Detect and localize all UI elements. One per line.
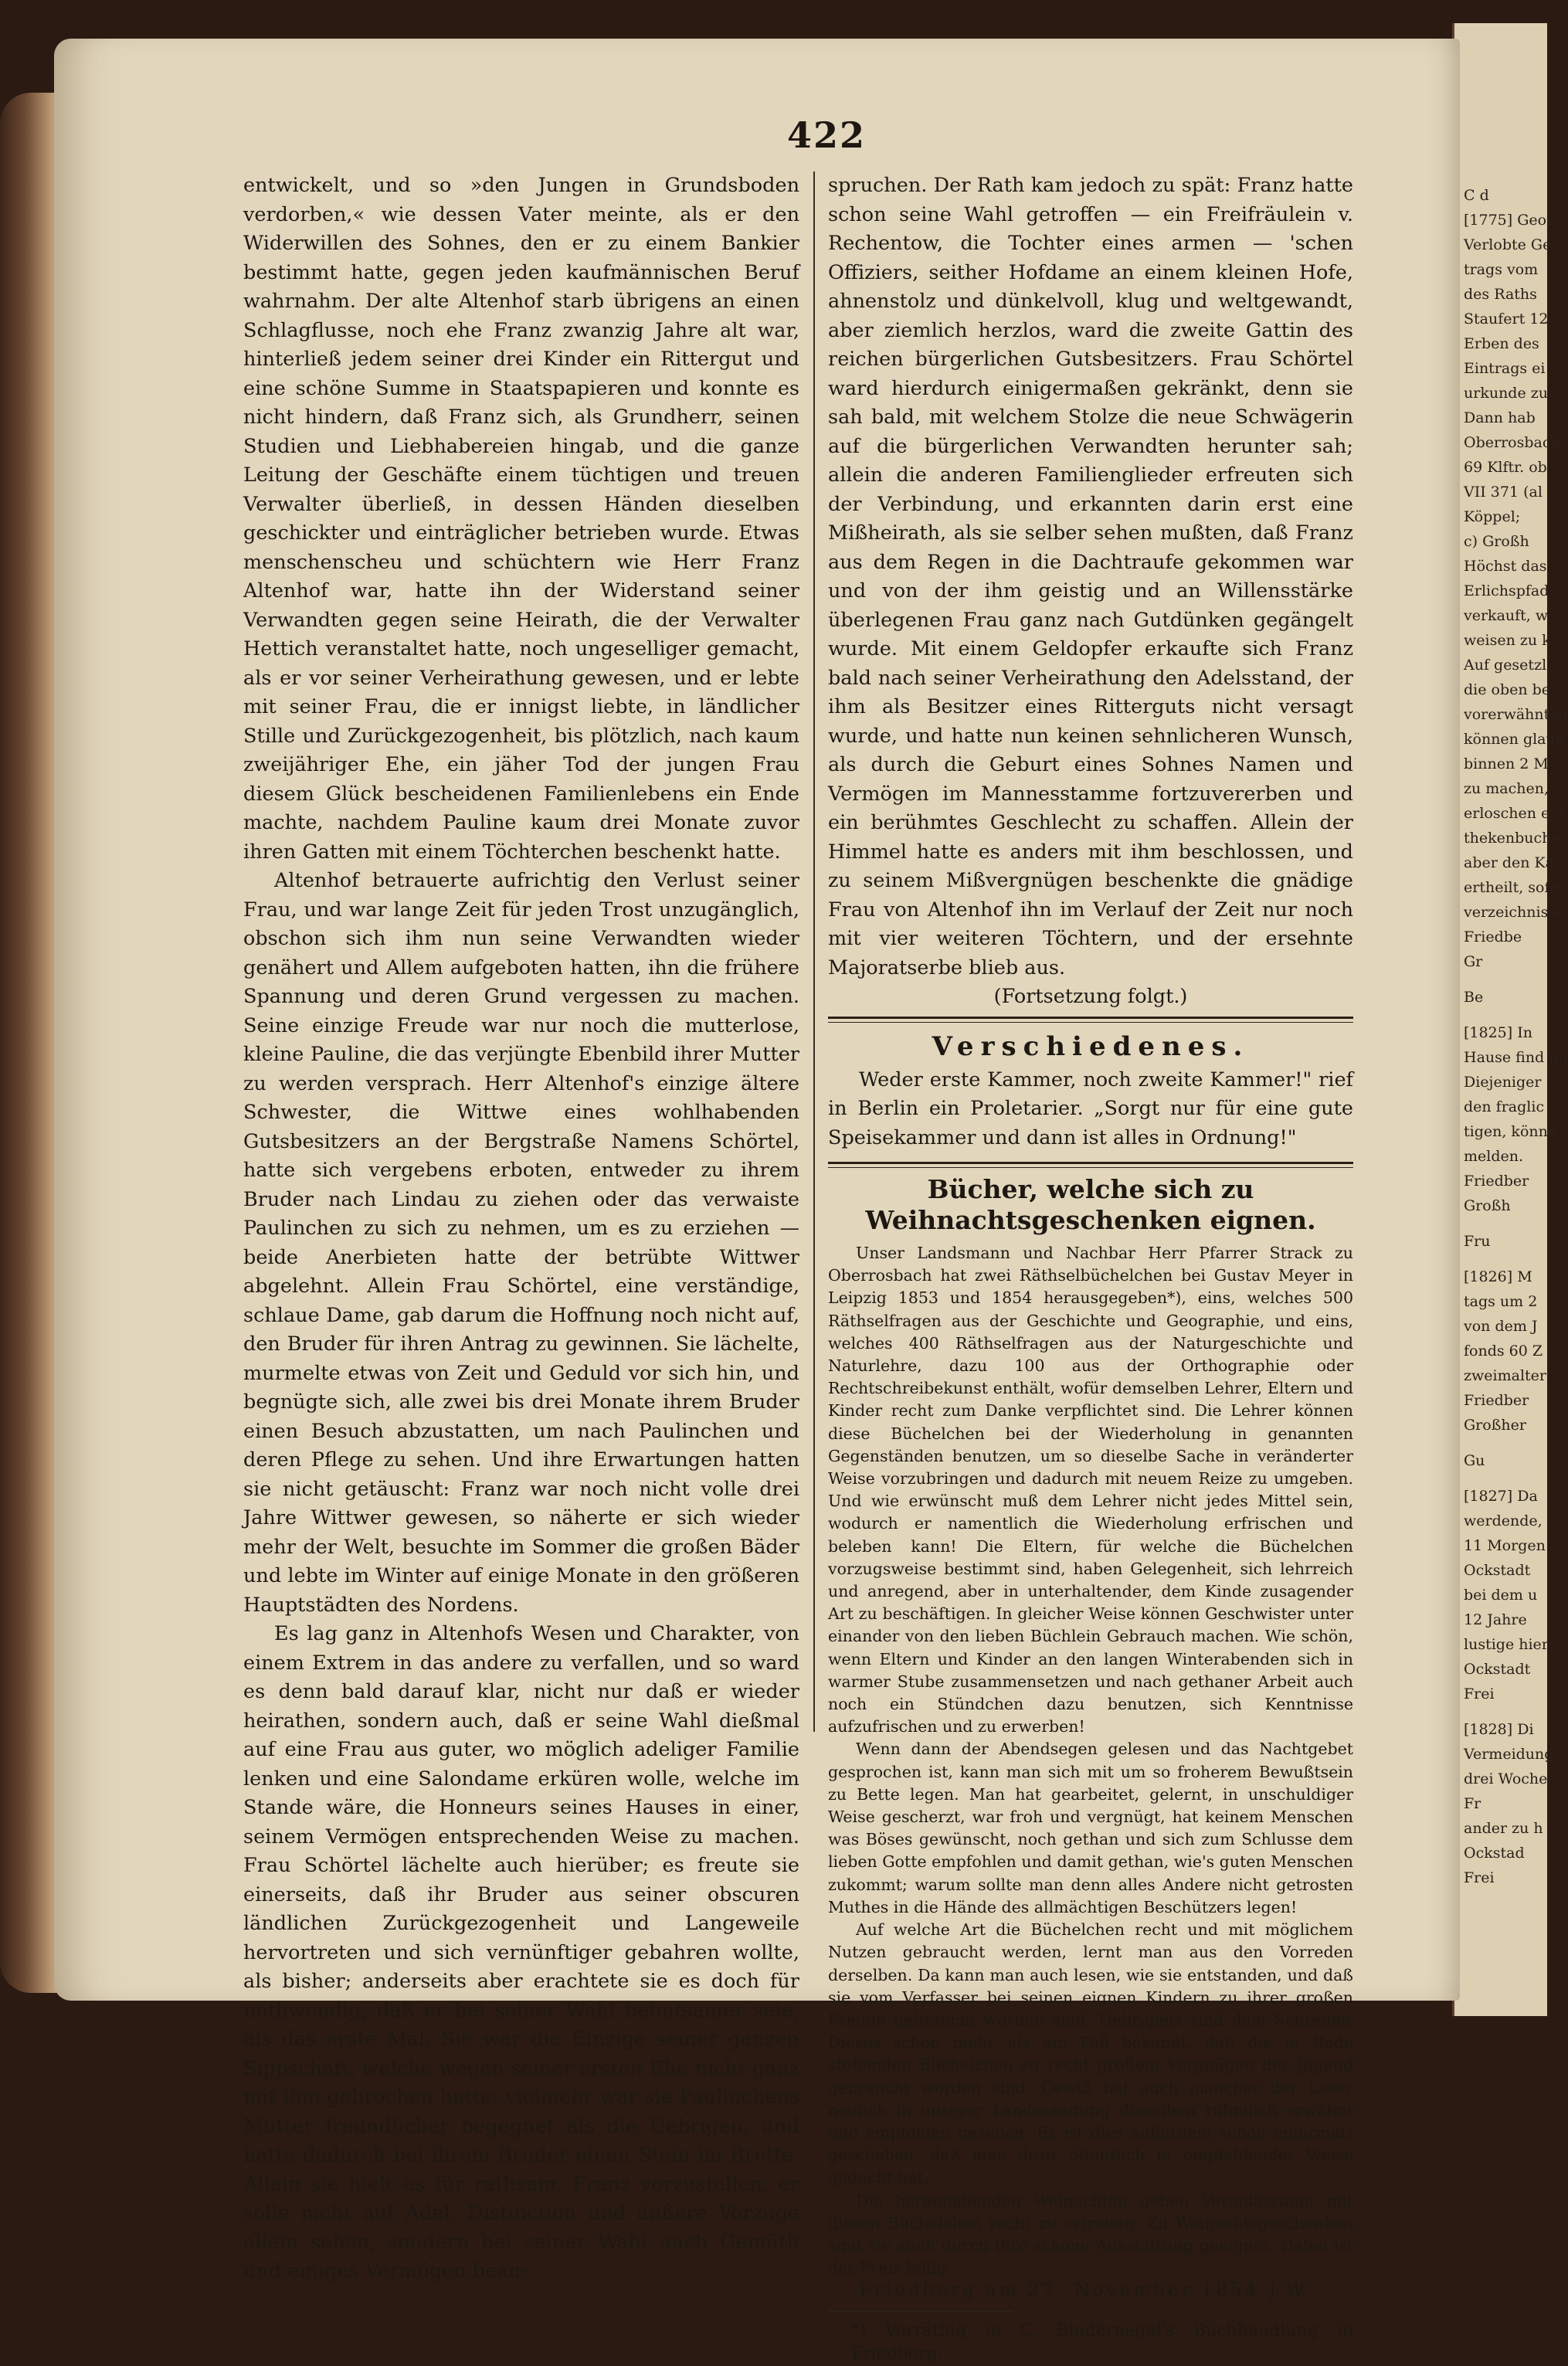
facing-page-text-fragment: zu machen, bbox=[1464, 780, 1549, 797]
facing-page-text-fragment: aber den Ka bbox=[1464, 854, 1555, 871]
paragraph: Altenhof betrauerte aufrichtig den Verlust seiner Frau, und war lange Zeit für jeden Trost unzugänglich, obschon sich ihm nun seine Verwandten wieder genähert und Allem aufgeboten hatten, ihn die frühere Spannung und deren Grund vergessen zu machen. Seine einzige Freude war nur noch die mutterlose, kleine Pauline, die das verjüngte Ebenbild ihrer Mutter zu werden versprach. Herr Altenhof's einzige ältere Schwester, die Wittwe eines wohlhabenden Gutsbesitzers an der Bergstraße Namens Schörtel, hatte sich vergebens erboten, entweder zu ihrem Bruder nach Lindau zu ziehen oder das verwaiste Paulinchen zu sich zu nehmen, um es zu erziehen — beide Anerbieten hatte der betrübte Wittwer abgelehnt. Allein Frau Schörtel, eine verständige, schlaue Dame, gab darum die Hoffnung noch nicht auf, den Bruder für ihren Antrag zu gewinnen. Sie lächelte, murmelte etwas von Zeit und Geduld vor sich hin, und begnügte sich, alle zwei bis drei Monate ihrem Bruder einen Besuch abzustatten, um nach Paulinchen und deren Pflege zu sehen. Und ihre Erwartungen hatten sie nicht getäuscht: Franz war noch nicht volle drei Jahre Wittwer gewesen, so näherte er sich wieder mehr der Welt, besuchte im Sommer die großen Bäder und lebte im Winter auf einige Monate in den größeren Hauptstädten des Nordens. bbox=[243, 869, 799, 1617]
facing-page-text-fragment: 69 Klftr. ob bbox=[1464, 459, 1547, 476]
facing-page-text-fragment: Be bbox=[1464, 989, 1484, 1006]
facing-page-text-fragment: [1825] In bbox=[1464, 1024, 1532, 1041]
facing-page-text-fragment: Gr bbox=[1464, 953, 1483, 970]
facing-page-text-fragment: [1828] Di bbox=[1464, 1721, 1534, 1738]
facing-page-text-fragment: [1826] M bbox=[1464, 1268, 1532, 1285]
facing-page-text-fragment: tigen, könne bbox=[1464, 1123, 1557, 1140]
paragraph: Wenn dann der Abendsegen gelesen und das Nachtgebet gesprochen ist, kann man sich mit um so froherem Bewußtsein zu Bette legen. Man hat gearbeitet, gelernt, in unschuldiger Weise gescherzt, war froh und vergnügt, hat keinem Menschen was Böses gewünscht, noch gethan und sich zum Schlusse dem lieben Gotte empfohlen und damit gethan, wie's guten Menschen zukommt; warum sollte man denn alles Andere nicht getrosten Muthes in die Hände des allmächtigen Beschützers legen! bbox=[828, 1740, 1353, 1916]
facing-page-text-fragment: zweimalter bbox=[1464, 1367, 1546, 1384]
facing-page-text-fragment: Gu bbox=[1464, 1452, 1485, 1469]
books-heading: Bücher, welche sich zu Weihnachtsgeschenken eignen. bbox=[865, 1174, 1316, 1235]
facing-page-text-fragment: Erlichspfad bbox=[1464, 582, 1549, 599]
facing-page-text-fragment: ander zu h bbox=[1464, 1820, 1543, 1837]
facing-page-text-fragment: vorerwähnten bbox=[1464, 706, 1568, 723]
facing-page-text-fragment: 11 Morgen bbox=[1464, 1537, 1546, 1554]
place-date: Friedberg am 27. November 1854. bbox=[859, 2280, 1268, 2301]
right-column bbox=[828, 171, 1353, 2366]
facing-page-text-fragment: Ockstad bbox=[1464, 1845, 1525, 1862]
facing-page-text-fragment: Eintrags ei bbox=[1464, 360, 1546, 377]
facing-page-text-fragment: lustige hier bbox=[1464, 1636, 1549, 1653]
facing-page-text-fragment: Friedber bbox=[1464, 1392, 1529, 1409]
facing-page-text-fragment: Vermeidung bbox=[1464, 1746, 1554, 1763]
facing-page-text-fragment: fonds 60 Z bbox=[1464, 1343, 1543, 1360]
facing-page-text-fragment: Diejeniger bbox=[1464, 1074, 1542, 1091]
facing-page-text-fragment: [1775] Geor bbox=[1464, 212, 1554, 229]
facing-page-text-fragment: Großher bbox=[1464, 1417, 1526, 1434]
facing-page-text-fragment: Friedber bbox=[1464, 1173, 1529, 1190]
facing-page-text-fragment: können glaub bbox=[1464, 731, 1565, 748]
facing-page-text-fragment: Erben des bbox=[1464, 335, 1539, 352]
facing-page-text-fragment: drei Woche bbox=[1464, 1770, 1548, 1787]
facing-page-text-fragment: erloschen era bbox=[1464, 805, 1566, 822]
facing-page-text-fragment: VII 371 (al bbox=[1464, 484, 1543, 501]
facing-page-text-fragment: Fru bbox=[1464, 1233, 1491, 1250]
books-article bbox=[828, 1242, 1353, 2303]
continued-note: (Fortsetzung folgt.) bbox=[993, 985, 1188, 1008]
footnote-rule bbox=[828, 2310, 1013, 2312]
facing-page-text-fragment: bei dem u bbox=[1464, 1587, 1538, 1604]
page-number: 422 bbox=[786, 114, 867, 156]
facing-page-text-fragment: verzeichnisse bbox=[1464, 904, 1565, 921]
facing-page-text-fragment: ertheilt, sofe bbox=[1464, 879, 1559, 896]
column-rule bbox=[813, 171, 815, 1732]
facing-page-text-fragment: Staufert 12 bbox=[1464, 311, 1549, 328]
facing-page-text-fragment: Fr bbox=[1464, 1795, 1481, 1812]
facing-page-text-fragment: Frei bbox=[1464, 1685, 1495, 1702]
facing-page-text-fragment: melden. bbox=[1464, 1148, 1524, 1165]
facing-page-text-fragment: Großh bbox=[1464, 1197, 1511, 1214]
misc-heading: Verschiedenes. bbox=[932, 1030, 1250, 1062]
facing-page-text-fragment: [1827] Da bbox=[1464, 1488, 1538, 1505]
facing-page-text-fragment: C d bbox=[1464, 187, 1489, 204]
paragraph: Unser Landsmann und Nachbar Herr Pfarrer Strack zu Oberrosbach hat zwei Räthselbüchelchen bei Gustav Meyer in Leipzig 1853 und 1854 herausgegeben*), eins, welches 500 Räthselfragen aus der Geschichte und Geographie, und eins, welches 400 Räthselfragen aus der Naturgeschichte und Naturlehre, dazu 100 aus der Orthographie oder Rechtschreibekunst enthält, wofür demselben Lehrer, Eltern und Kinder recht zum Danke verpflichtet sind. Die Lehrer können diese Büchelchen bei der Wiederholung in genannten Gegenständen benutzen, um so dieselbe Sache in veränderter Weise vorzubringen und dadurch mit neuem Reize zu umgeben. Und wie erwünscht muß dem Lehrer nicht jedes Mittel sein, wodurch er namentlich die Wiederholung erfrischen und beleben kann! Die Eltern, für welche die Büchelchen vorzugsweise bestimmt sind, haben Gelegenheit, sich lehrreich und anregend, aber in unterhaltender, dem Kinde zusagender Art zu beschäftigen. In gleicher Weise können Geschwister unter einander von den lieben Büchlein Gebrauch machen. Wie schön, wenn Eltern und Kinder an den langen Winterabenden sich in warmer Stube zusammensetzen und nach gethaner Arbeit auch noch ein Stündchen dazu benutzen, sich Kenntnisse aufzufrischen und zu erwerben! bbox=[828, 1244, 1353, 1736]
facing-page-text-fragment: weisen zu k bbox=[1464, 632, 1551, 649]
facing-page-text-fragment: Dann hab bbox=[1464, 409, 1536, 426]
section-rule bbox=[828, 1162, 1353, 1168]
facing-page-text-fragment: binnen 2 M bbox=[1464, 755, 1549, 772]
author-initials: J. W. bbox=[1269, 2280, 1307, 2301]
left-column bbox=[243, 171, 799, 2286]
facing-page-text-fragment: Ockstadt bbox=[1464, 1661, 1531, 1678]
facing-page-text-fragment: tags um 2 bbox=[1464, 1293, 1538, 1310]
facing-page-text-fragment: Oberrosbach bbox=[1464, 434, 1560, 451]
facing-page-text-fragment: Köppel; bbox=[1464, 508, 1521, 525]
paragraph: entwickelt, und so »den Jungen in Grundsboden verdorben,« wie dessen Vater meinte, als er den Widerwillen des Sohnes, den er zu einem Bankier bestimmt hatte, gegen jeden kaufmännischen Beruf wahrnahm. Der alte Altenhof starb übrigens an einen Schlagflusse, noch ehe Franz zwanzig Jahre alt war, hinterließ jedem seiner drei Kinder ein Rittergut und eine schöne Summe in Staatspapieren und konnte es nicht hindern, daß Franz sich, als Grundherr, seinen Studien und Liebhabereien hingab, und die ganze Leitung der Geschäfte einem tüchtigen und treuen Verwalter überließ, in dessen Händen dieselben geschickter und einträglicher betrieben wurde. Etwas menschenscheu und schüchtern wie Herr Franz Altenhof war, hatte ihn der Widerstand seiner Verwandten gegen seine Heirath, die der Verwalter Hettich veranstaltet hatte, noch ungeselliger gemacht, als er vor seiner Verheirathung gewesen, und er lebte mit seiner Frau, die er innigst liebte, in ländlicher Stille und Zurückgezogenheit, bis plötzlich, nach kaum zweijähriger Ehe, ein jäher Tod der jungen Frau diesem Glück bescheidenen Familienlebens ein Ende machte, nachdem Pauline kaum drei Monate zuvor ihren Gatten mit einem Töchterchen beschenkt hatte. bbox=[243, 174, 799, 864]
facing-page-text-fragment: den fraglic bbox=[1464, 1098, 1545, 1115]
facing-page-text-fragment: Frei bbox=[1464, 1869, 1495, 1886]
facing-page-text-fragment: des Raths bbox=[1464, 286, 1537, 303]
facing-page-text-fragment: Ockstadt bbox=[1464, 1562, 1531, 1579]
facing-page-text-fragment: Auf gesetzl bbox=[1464, 657, 1547, 674]
footnote: *) Vorräthig in C. Bindernagel's Buchhandlung in Friedberg. bbox=[851, 2320, 1353, 2364]
facing-page-text-fragment: Hause find no bbox=[1464, 1049, 1567, 1066]
facing-page-text-fragment: verkauft, w bbox=[1464, 607, 1549, 624]
facing-page-text-fragment: c) Großh bbox=[1464, 533, 1529, 550]
facing-page-text-fragment: die oben be bbox=[1464, 681, 1551, 698]
facing-page-text-fragment: Friedbe bbox=[1464, 928, 1522, 945]
paragraph: Die herannahenden Weinachten geben Veranlassung, mit diesen Büchelchen recht zu erfreuen. Zu Weinachtsgeschenken sind sie auch durch ihre schöne Ausstattung geeignet. Dabei ist der Preis billig. bbox=[828, 2191, 1353, 2278]
facing-page-text-fragment: thekenbuche bbox=[1464, 830, 1560, 847]
facing-page-text-fragment: urkunde zu bbox=[1464, 385, 1548, 402]
facing-page-text-fragment: von dem J bbox=[1464, 1318, 1538, 1335]
paragraph: Es lag ganz in Altenhofs Wesen und Charakter, von einem Extrem in das andere zu verfallen, und so ward es denn bald darauf klar, nicht nur daß er wieder heirathen, sondern auch, daß er seine Wahl dießmal auf eine Frau aus guter, wo möglich adeliger Familie lenken und eine Salondame erküren wolle, welche im Stande wäre, die Honneurs seines Hauses in einer, seinem Vermögen entsprechenden Weise zu machen. Frau Schörtel lächelte auch hierüber; es freute sie einerseits, daß ihr Bruder aus seiner obscuren ländlichen Zurückgezogenheit und Langeweile hervortreten und sich vernünftiger gebahren wollte, als bisher; anderseits aber erachtete sie es doch für nothwendig, daß er bei seiner Wahl behutsamer seie, als das erste Mal. Sie war die Einzige seiner ganzen Sippschaft, welche wegen seiner ersten Ehe nicht ganz mit ihm gebrochen hatte; vielmehr war sie Paulinchens Mutter freundlicher begegnet als die Uebrigen, und hatte dadurch bei ihrem Bruder einen Stein im Brette. Allein sie hielt es für rathsam, Franz vorzustellen, er solle nicht auf Adel, Distinction und äußere Vorzüge allein sehen, sondern bei seiner Wahl auch Gemüth und einiges Vermögen bean- bbox=[243, 1622, 799, 2283]
facing-page-text-fragment: trags vom bbox=[1464, 261, 1539, 278]
signature-line bbox=[828, 2279, 1353, 2302]
misc-text: Weder erste Kammer, noch zweite Kammer!" rief in Berlin ein Proletarier. „Sorgt nur für eine gute Speisekammer und dann ist alles in Ordnung!" bbox=[828, 1068, 1353, 1149]
facing-page-text-fragment: Verlobte Ge bbox=[1464, 236, 1552, 253]
facing-page-fragment bbox=[1452, 23, 1568, 2016]
facing-page-text-fragment: 12 Jahre bbox=[1464, 1611, 1527, 1628]
facing-page-text-fragment: werdende, bbox=[1464, 1512, 1543, 1529]
story-ending: spruchen. Der Rath kam jedoch zu spät: Franz hatte schon seine Wahl getroffen — ein Freifräulein v. Rechentow, die Tochter eines armen — 'schen Offiziers, seither Hofdame an einem kleinen Hofe, ahnenstolz und dünkelvoll, klug und weltgewandt, aber ziemlich herzlos, ward die zweite Gattin des reichen bürgerlichen Gutsbesitzers. Frau Schörtel ward hierdurch einigermaßen gekränkt, denn sie sah bald, mit welchem Stolze die neue Schwägerin auf die bürgerlichen Verwandten herunter sah; allein die anderen Familienglieder erfreuten sich der Verbindung, und erkannten darin erst eine Mißheirath, als sie selber sehen mußten, daß Franz aus dem Regen in die Dachtraufe gekommen war und von der ihm geistig und an Willensstärke überlegenen Frau ganz nach Gutdünken gegängelt wurde. Mit einem Geldopfer erkaufte sich Franz bald nach seiner Verheirathung den Adelsstand, der ihm als Besitzer eines Ritterguts nicht versagt wurde, und hatte nun keinen sehnlicheren Wunsch, als durch die Geburt eines Sohnes Namen und Vermögen im Mannesstamme fortzuvererben und ein berühmtes Geschlecht zu schaffen. Allein der Himmel hatte es anders mit ihm beschlossen, und zu seinem Mißvergnügen beschenkte die gnädige Frau von Altenhof ihn im Verlauf der Zeit nur noch mit vier weiteren Töchtern, und der ersehnte Majoratserbe blieb aus. bbox=[828, 174, 1353, 979]
paragraph: Auf welche Art die Büchelchen recht und mit möglichem Nutzen gebraucht werden, lernt man aus den Vorreden derselben. Da kann man auch lesen, wie sie entstanden, und daß sie vom Verfasser bei seinen eignen Kindern zu ihrer großen Freude gebraucht worden sind. Uebrigens sind dem Schreiber Dieses schon mehr als ein Fall bekannt, daß die in Rede stehenden Büchelchen zu recht großem Vergnügen der Jugend gebraucht worden sind. Gewiß hat auch mancher der Leser neulich in unserer Landeszeitung dieselben rühmlich erwähnt und empfohlen gesehen. Es ist dies außerdem schon mehrmals geschehen, daß man ihrer öffentlich in empfehlender Weise gedacht hat. bbox=[828, 1920, 1353, 2188]
facing-page-text-fragment: Höchst das bbox=[1464, 558, 1547, 575]
section-rule bbox=[828, 1017, 1353, 1023]
